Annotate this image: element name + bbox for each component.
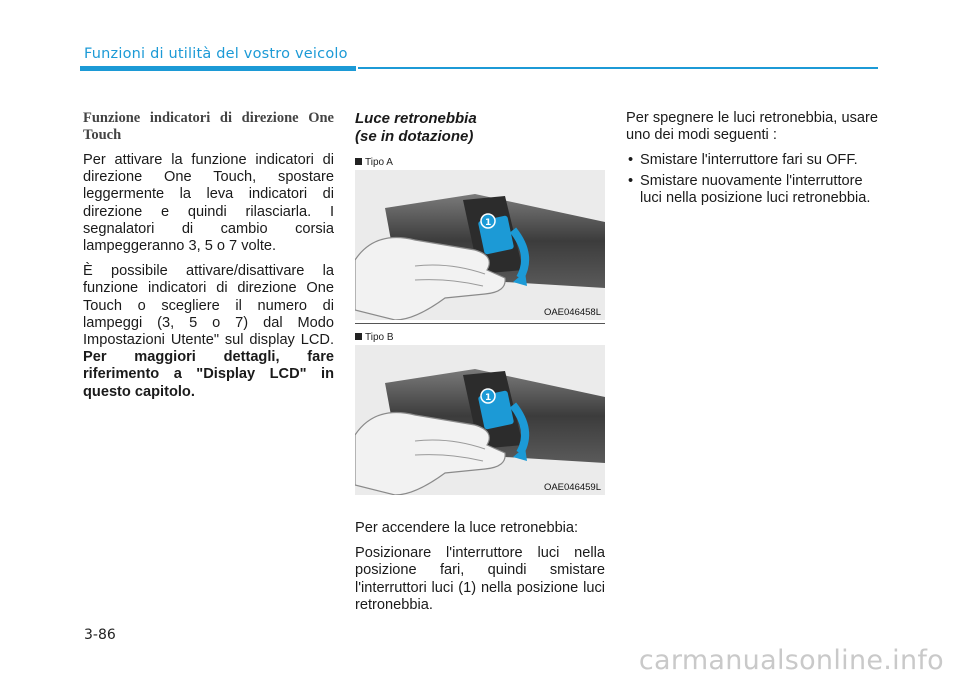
header-rule [358, 67, 878, 69]
rear-fog-title-line2: (se in dotazione) [355, 128, 474, 145]
stalk-hand-drawing [355, 170, 605, 320]
stalk-hand-drawing-b [355, 345, 605, 495]
callout-1-b: 1 [485, 393, 492, 403]
figure-a-rule [355, 323, 605, 324]
one-touch-paragraph-1: Per attivare la funzione indicatori di direzione One Touch, spostare leggermente la leva indicatori di direzione e quindi rilasciarla. I segnalatori di cambio corsia lampeggeranno 3, 5 o 7 volte. [83, 152, 334, 255]
list-item: • Smistare l'interruttore fari su OFF. [626, 152, 878, 169]
rear-fog-paragraph-2: Posizionare l'interruttore luci nella posizione fari, quindi smistare l'interruttori luci (1) nella posizione luci retronebbia. [355, 545, 605, 613]
one-touch-paragraph-2-text: È possibile attivare/disattivare la funzione indicatori di direzione One Touch o scegliere il numero di lampeggi (3, 5 o 7) dal Modo Impostazioni Utente" sul display LCD. [83, 263, 334, 349]
figure-a-code: OAE046458L [543, 307, 601, 318]
rear-fog-off-paragraph: Per spegnere le luci retronebbia, usare uno dei modi seguenti : [626, 110, 878, 144]
column-one-touch [83, 110, 334, 409]
rear-fog-paragraph-1: Per accendere la luce retronebbia: [355, 520, 579, 536]
section-header-title: Funzioni di utilità del vostro veicolo [84, 46, 348, 62]
column-rear-fog [355, 110, 605, 156]
figure-b-label: Tipo B [355, 331, 605, 345]
figure-a-label: Tipo A [355, 156, 605, 170]
rear-fog-instructions [355, 520, 605, 622]
figure-b-code: OAE046459L [543, 482, 601, 493]
header-bar [80, 66, 356, 71]
one-touch-reference: Per maggiori dettagli, fare riferimento a "Display LCD" in questo capitolo. [83, 349, 334, 400]
figure-type-b [355, 331, 605, 495]
light-switch-illustration [355, 170, 605, 320]
callout-1-a: 1 [485, 218, 492, 228]
page-number: 3-86 [84, 627, 116, 643]
rear-fog-off-list [626, 152, 878, 207]
column-rear-fog-off [626, 110, 878, 210]
rear-fog-title [355, 110, 605, 146]
one-touch-paragraph-2 [83, 263, 334, 401]
watermark: carmanualsonline.info [638, 645, 944, 676]
light-switch-illustration-b [355, 345, 605, 495]
figure-type-a [355, 156, 605, 324]
rear-fog-title-line1: Luce retronebbia [355, 110, 477, 127]
one-touch-title: Funzione indicatori di direzione One Touch [83, 110, 334, 143]
list-item: • Smistare nuovamente l'interruttore luci nella posizione luci retronebbia. [626, 173, 878, 207]
